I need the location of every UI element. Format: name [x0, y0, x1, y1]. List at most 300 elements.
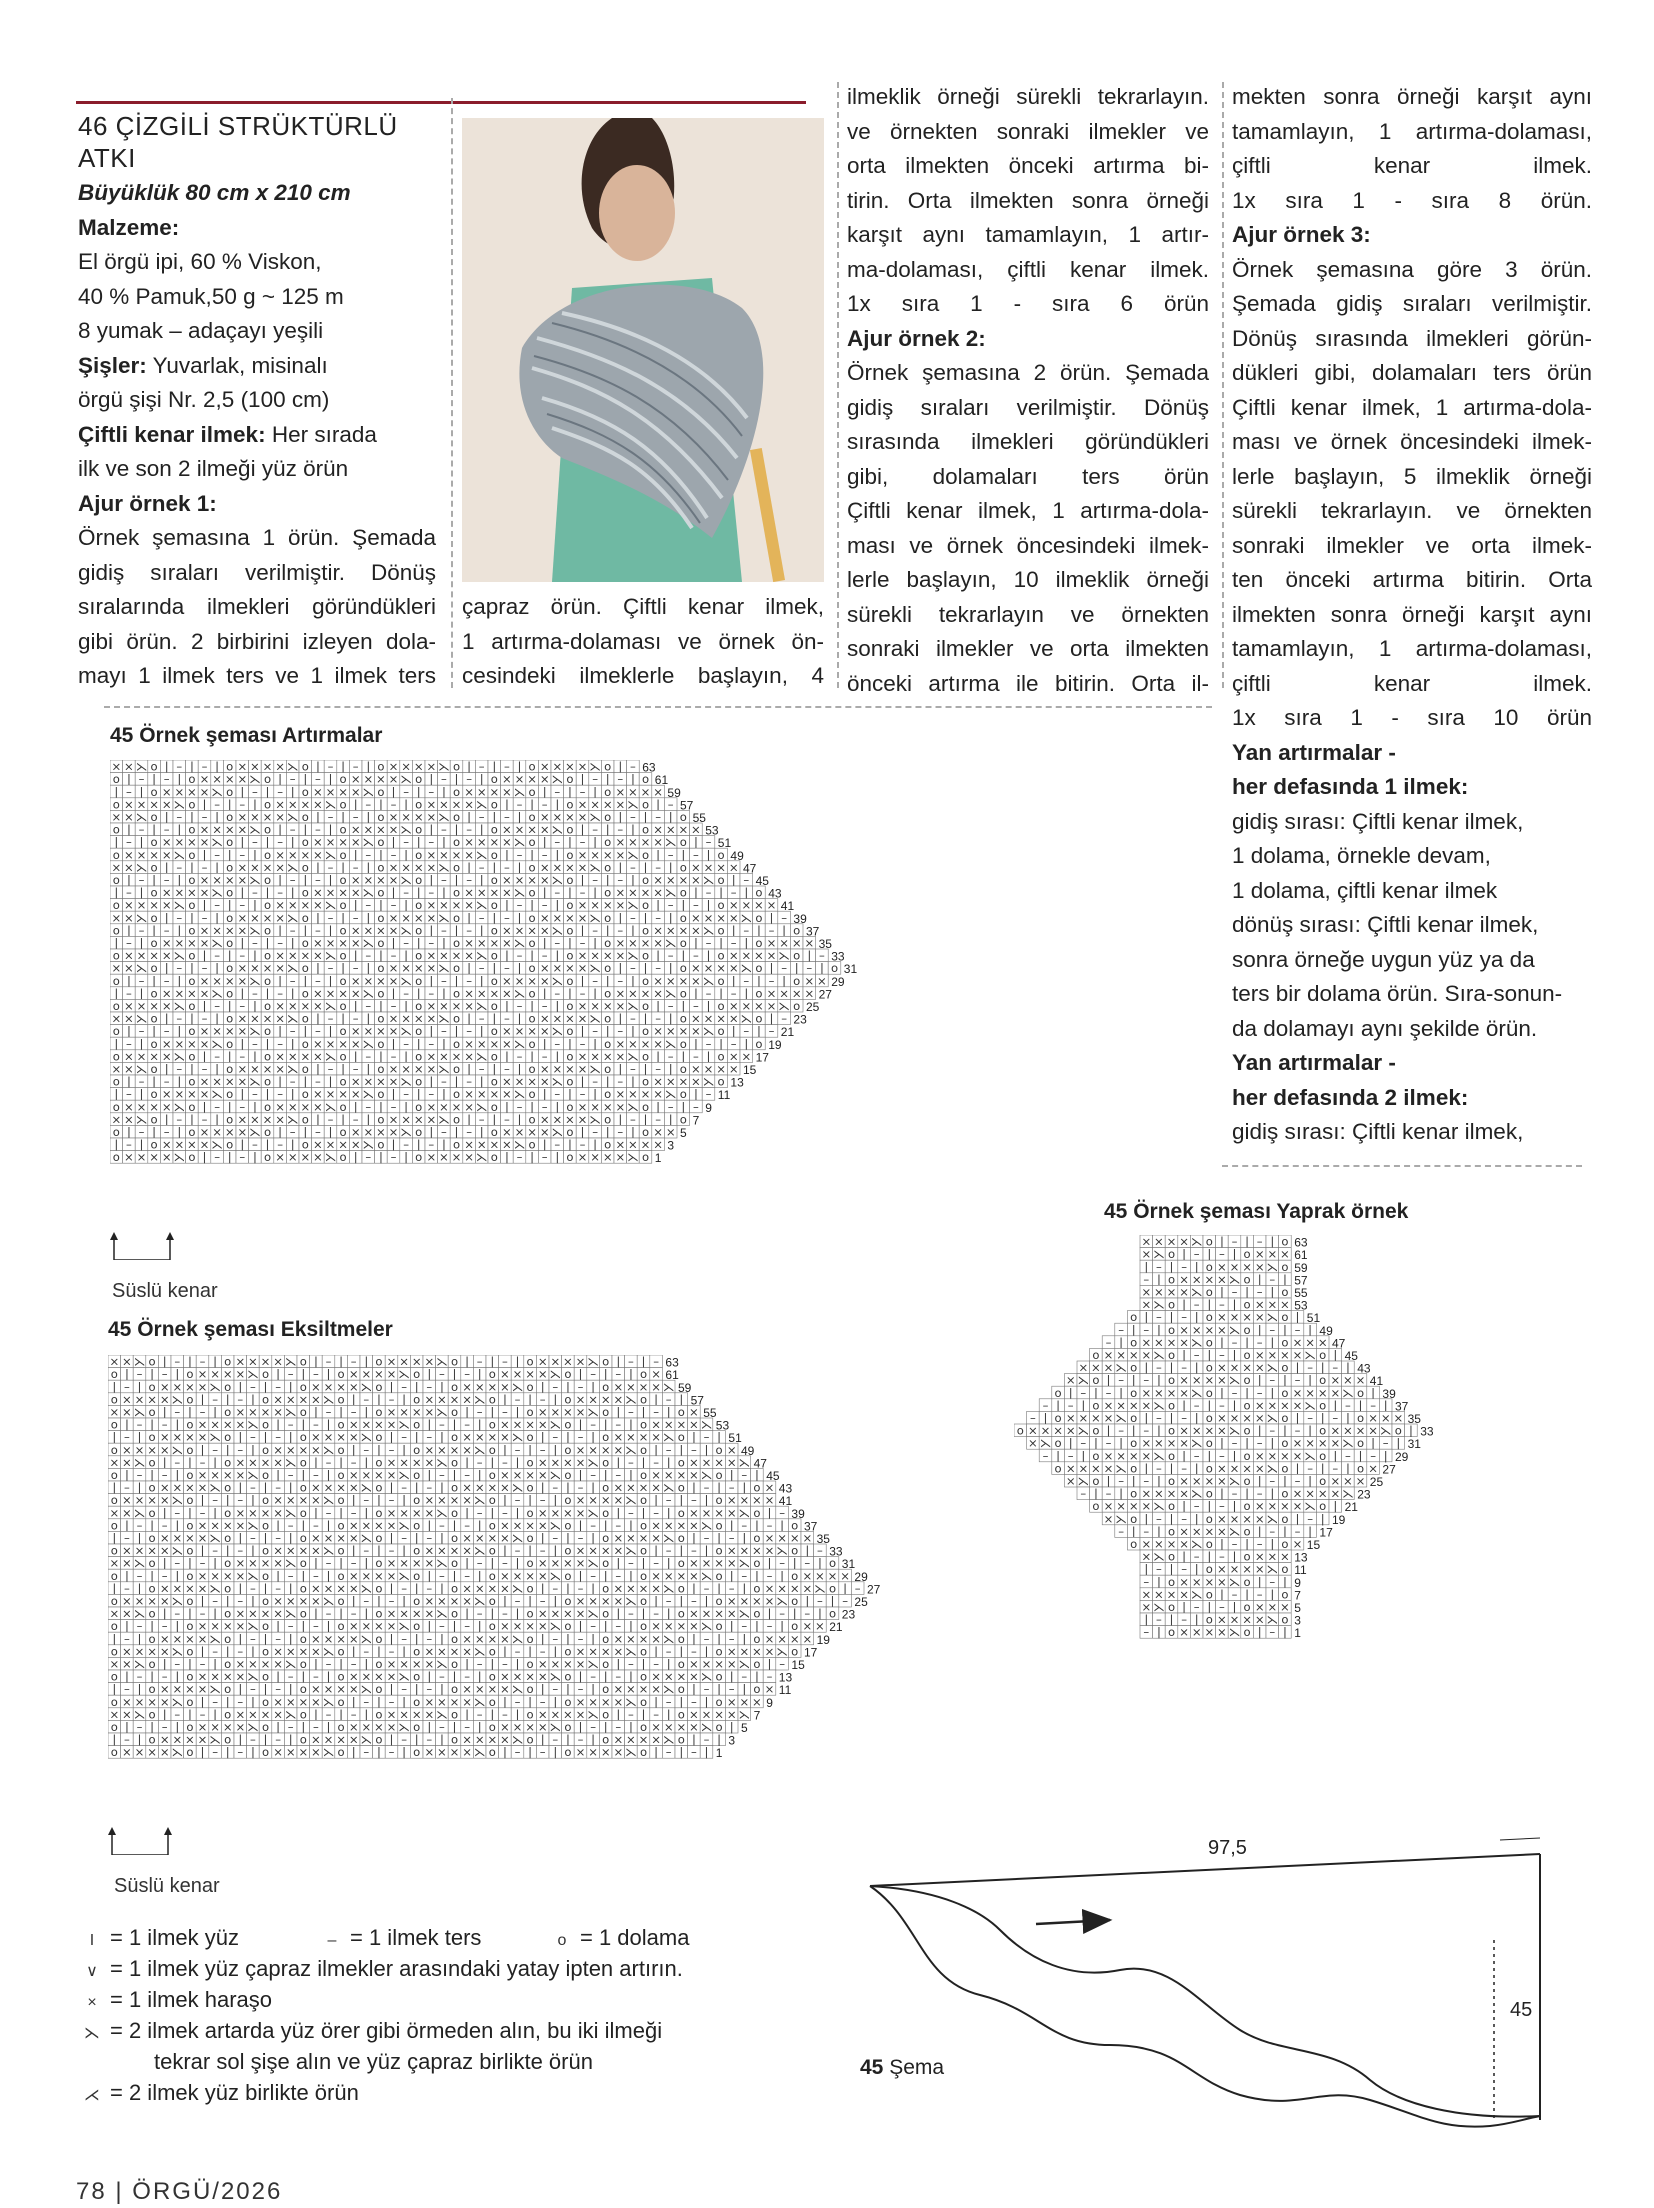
- svg-text:–: –: [655, 860, 661, 875]
- legend-symbol-icon: o: [557, 1932, 567, 1949]
- row-number-label: 59: [1294, 1260, 1308, 1275]
- row-number-label: 43: [768, 886, 782, 901]
- chart-cell: [196, 1745, 209, 1760]
- legend-item: [74, 1922, 239, 1953]
- text-line: dönüş sırası: Çiftli kenar ilmek,: [1232, 912, 1539, 937]
- schema-inner-curve: [870, 1886, 1540, 2117]
- text-line: ilmekten sonra örneği karşıt aynı: [1232, 601, 1592, 627]
- page-footer: [76, 2178, 282, 2206]
- text-line: sürekli tekrarlayın ve örnekten: [847, 601, 1209, 627]
- svg-text:×: ×: [539, 860, 550, 875]
- row-number-label: 39: [791, 1506, 805, 1521]
- schema-height-value: 45: [1510, 1999, 1533, 2021]
- svg-text:×: ×: [502, 873, 512, 887]
- row-number-label: 21: [1344, 1500, 1358, 1515]
- size: Büyüklük 80 cm x 210 cm: [78, 180, 351, 205]
- svg-text:–: –: [289, 772, 296, 787]
- svg-text:⋋: ⋋: [211, 835, 223, 850]
- chart-cell: [511, 1745, 524, 1759]
- svg-text:|: |: [467, 810, 472, 824]
- svg-text:–: –: [239, 797, 246, 812]
- chart-cell: [1266, 1625, 1279, 1639]
- chart-cell: [637, 1745, 650, 1759]
- svg-text:×: ×: [300, 797, 311, 812]
- chart-cell: [385, 1745, 398, 1759]
- svg-text:⋋: ⋋: [513, 835, 526, 850]
- svg-text:–: –: [667, 847, 674, 862]
- svg-text:×: ×: [439, 797, 449, 812]
- svg-text:×: ×: [640, 784, 651, 799]
- svg-text:|: |: [202, 847, 207, 862]
- svg-text:–: –: [466, 822, 472, 837]
- svg-text:o: o: [415, 797, 423, 812]
- chart-cell: [839, 1594, 852, 1608]
- row-number-label: 27: [867, 1582, 881, 1597]
- svg-text:|: |: [278, 873, 283, 887]
- row-number-label: 57: [1294, 1273, 1308, 1288]
- side-increase-2-label: her defasında 2 ilmek:: [1232, 1084, 1469, 1110]
- svg-text:–: –: [289, 822, 296, 837]
- svg-text:|: |: [479, 822, 484, 837]
- row-number-label: 15: [791, 1658, 805, 1672]
- svg-text:|: |: [605, 822, 610, 837]
- svg-text:|: |: [114, 784, 119, 799]
- chart-cell: [1216, 1625, 1229, 1639]
- row-number-label: 51: [728, 1431, 742, 1446]
- page-number: 78: [76, 2178, 107, 2205]
- svg-text:|: |: [567, 835, 572, 850]
- svg-text:|: |: [328, 772, 333, 787]
- chart-cell: [574, 1745, 587, 1759]
- svg-text:o: o: [112, 847, 120, 862]
- svg-text:|: |: [618, 860, 623, 875]
- svg-text:×: ×: [111, 860, 122, 875]
- chart-cell: [234, 1745, 247, 1759]
- svg-text:–: –: [592, 873, 598, 887]
- chart-cell: [727, 1062, 740, 1076]
- text-line: lerle başlayın, 10 ilmeklik örneği: [847, 567, 1209, 592]
- chart-cell: [851, 1581, 864, 1595]
- svg-text:|: |: [126, 822, 131, 837]
- svg-text:⋋: ⋋: [664, 835, 677, 850]
- edge-stitch-line: ilk ve son 2 ilmeği yüz örün: [78, 456, 349, 481]
- svg-text:–: –: [289, 873, 296, 887]
- row-number-label: 9: [705, 1100, 712, 1115]
- chart-cell: [249, 1150, 262, 1165]
- svg-text:⋋: ⋋: [589, 760, 601, 774]
- chart-cell: [688, 1745, 701, 1759]
- row-number-label: 35: [818, 937, 832, 951]
- chart-cell: [576, 1150, 589, 1164]
- svg-text:×: ×: [388, 810, 399, 824]
- svg-text:|: |: [341, 810, 346, 824]
- svg-text:|: |: [215, 810, 220, 824]
- svg-text:×: ×: [187, 835, 197, 850]
- svg-text:×: ×: [363, 873, 374, 887]
- chart-title-yaprak: 45 Örnek şeması Yaprak örnek: [1104, 1200, 1409, 1223]
- row-number-label: 49: [730, 848, 744, 863]
- svg-text:×: ×: [615, 797, 626, 812]
- svg-text:–: –: [352, 860, 359, 875]
- row-number-label: 23: [1357, 1487, 1371, 1502]
- chart-cell: [778, 1012, 791, 1026]
- chart-yaprak: [1014, 1235, 1594, 1735]
- svg-text:×: ×: [451, 847, 462, 862]
- svg-text:×: ×: [514, 873, 525, 887]
- legend-item: [74, 2015, 662, 2046]
- svg-text:–: –: [252, 784, 258, 799]
- svg-text:o: o: [415, 873, 423, 887]
- svg-text:o: o: [263, 797, 272, 812]
- svg-text:×: ×: [678, 822, 689, 837]
- column-divider-2: [837, 82, 839, 688]
- svg-text:o: o: [377, 784, 385, 799]
- text-line: ilmeklik örneği sürekli tekrarlayın.: [847, 84, 1209, 109]
- svg-text:|: |: [328, 822, 333, 837]
- row-number-label: 49: [741, 1443, 755, 1458]
- row-number-label: 21: [780, 1025, 795, 1040]
- svg-text:|: |: [618, 760, 623, 774]
- svg-text:×: ×: [124, 810, 134, 824]
- chart-cell: [499, 1745, 512, 1760]
- svg-text:×: ×: [539, 760, 550, 774]
- svg-text:–: –: [126, 835, 132, 850]
- svg-text:–: –: [201, 760, 208, 774]
- svg-text:|: |: [605, 873, 610, 887]
- svg-text:|: |: [303, 822, 308, 837]
- svg-text:o: o: [226, 835, 234, 850]
- chart-cell: [599, 1745, 612, 1759]
- svg-text:|: |: [416, 784, 421, 799]
- text-line: tirin. Orta ilmekten sonra örneği: [847, 187, 1209, 213]
- svg-text:o: o: [604, 835, 612, 850]
- svg-text:|: |: [479, 873, 484, 887]
- svg-text:|: |: [454, 873, 459, 887]
- svg-text:o: o: [226, 860, 234, 875]
- row-number-label: 17: [755, 1050, 769, 1065]
- svg-text:|: |: [189, 810, 194, 824]
- svg-text:o: o: [339, 847, 347, 862]
- row-number-label: 1: [654, 1151, 662, 1166]
- svg-text:⋋: ⋋: [400, 873, 412, 887]
- chart-cell: [1279, 1625, 1292, 1640]
- chart-cell: [475, 1150, 488, 1164]
- chart-cell: [790, 999, 803, 1013]
- legend-text: = 2 ilmek yüz birlikte örün: [110, 2080, 359, 2105]
- chart-title-eksiltmeler: 45 Örnek şeması Eksiltmeler: [108, 1318, 393, 1341]
- svg-text:–: –: [163, 772, 170, 787]
- ajur3-label: Ajur örnek 3:: [1232, 222, 1371, 247]
- svg-text:o: o: [263, 847, 272, 862]
- svg-text:|: |: [555, 847, 560, 862]
- text-line: Çiftli kenar ilmek, 1 artırma-dola-: [1232, 394, 1592, 420]
- chart-title-artirmalar: 45 Örnek şeması Artırmalar: [110, 724, 383, 747]
- svg-text:o: o: [112, 797, 120, 812]
- legend-item: [74, 2077, 359, 2108]
- text-line: Şemada gidiş sıraları verilmiştir.: [1232, 291, 1592, 316]
- svg-text:×: ×: [539, 822, 550, 837]
- column-3: [847, 80, 1209, 701]
- model-photo: [462, 118, 824, 582]
- text-line: Dönüş sırasında ilmekleri görün-: [1232, 325, 1592, 351]
- chart-cell: [423, 1745, 436, 1759]
- svg-text:×: ×: [527, 772, 537, 787]
- svg-text:×: ×: [565, 810, 575, 824]
- chart-cell: [1291, 1537, 1304, 1551]
- svg-text:×: ×: [300, 847, 311, 862]
- svg-text:|: |: [555, 797, 560, 812]
- svg-text:×: ×: [476, 784, 487, 799]
- chart-cell: [1077, 1487, 1090, 1501]
- title-rule: [76, 101, 806, 104]
- svg-text:–: –: [617, 822, 624, 837]
- text-line: çapraz örün. Çiftli kenar ilmek,: [462, 594, 824, 619]
- side-increase-1-label: Yan artırmalar -: [1232, 739, 1396, 765]
- svg-text:o: o: [566, 822, 574, 837]
- svg-text:–: –: [478, 810, 485, 824]
- chart-cell: [1190, 1625, 1203, 1639]
- text-line: sırasında ilmekleri göründükleri: [847, 429, 1209, 454]
- svg-text:⋋: ⋋: [551, 772, 564, 787]
- svg-text:o: o: [641, 847, 650, 862]
- svg-text:×: ×: [275, 847, 285, 862]
- materials-label: Malzeme:: [78, 214, 180, 240]
- svg-text:×: ×: [250, 810, 260, 824]
- chart-cell: [375, 1150, 388, 1165]
- svg-text:|: |: [429, 772, 434, 787]
- svg-text:×: ×: [111, 810, 122, 824]
- svg-text:×: ×: [464, 847, 474, 862]
- svg-text:×: ×: [350, 873, 361, 887]
- row-number-label: 15: [743, 1063, 757, 1077]
- row-number-label: 55: [703, 1406, 717, 1420]
- chart-cell: [1127, 1537, 1140, 1551]
- svg-text:×: ×: [552, 860, 563, 875]
- row-number-label: 27: [1382, 1462, 1396, 1477]
- svg-text:×: ×: [237, 822, 248, 837]
- chart-cell: [221, 1745, 234, 1760]
- svg-text:o: o: [679, 835, 687, 850]
- svg-text:×: ×: [275, 810, 285, 824]
- svg-text:×: ×: [199, 784, 210, 799]
- svg-text:o: o: [604, 784, 612, 799]
- svg-text:×: ×: [628, 784, 638, 799]
- svg-text:×: ×: [313, 847, 323, 862]
- text-line: 1x sıra 1 - sıra 10 örün: [1232, 705, 1592, 730]
- svg-text:|: |: [693, 835, 698, 850]
- chart-cell: [158, 1745, 171, 1759]
- svg-text:⋋: ⋋: [362, 784, 375, 799]
- row-number-label: 59: [678, 1380, 692, 1395]
- row-number-label: 17: [1319, 1525, 1333, 1540]
- svg-text:|: |: [630, 772, 635, 787]
- svg-text:⋋: ⋋: [286, 860, 299, 875]
- svg-text:|: |: [580, 772, 585, 787]
- chart-cell: [450, 1150, 463, 1164]
- row-number-label: 5: [680, 1126, 687, 1140]
- chart-cell: [412, 1150, 425, 1164]
- row-number-label: 47: [743, 861, 757, 876]
- svg-text:|: |: [252, 847, 257, 862]
- svg-text:×: ×: [514, 822, 525, 837]
- svg-text:×: ×: [388, 860, 399, 875]
- svg-text:–: –: [504, 860, 510, 875]
- chart-cell: [1354, 1474, 1367, 1488]
- schema-tick: [1500, 1838, 1540, 1840]
- legend: [74, 1922, 690, 2105]
- chart-cell: [148, 1150, 161, 1164]
- svg-text:×: ×: [401, 860, 411, 875]
- svg-text:o: o: [188, 847, 196, 862]
- chart-cell: [549, 1745, 562, 1760]
- svg-text:|: |: [215, 760, 220, 774]
- chart-cell: [753, 1037, 766, 1051]
- svg-text:|: |: [416, 835, 421, 850]
- svg-text:–: –: [201, 810, 208, 824]
- svg-text:|: |: [227, 797, 232, 812]
- svg-text:o: o: [528, 860, 536, 875]
- chart-cell: [108, 1745, 121, 1759]
- chart-cell: [486, 1745, 499, 1759]
- svg-text:×: ×: [502, 784, 512, 799]
- svg-text:o: o: [452, 860, 461, 875]
- row-number-label: 53: [1294, 1298, 1308, 1313]
- svg-text:|: |: [341, 760, 346, 774]
- svg-text:×: ×: [539, 873, 550, 887]
- chart-cell: [436, 1745, 449, 1759]
- svg-text:–: –: [365, 797, 372, 812]
- svg-text:×: ×: [275, 760, 285, 774]
- svg-text:×: ×: [161, 797, 172, 812]
- knitting-direction-arrow: [1036, 1920, 1110, 1924]
- suslu-kenar-marker: [108, 1827, 172, 1855]
- svg-text:×: ×: [124, 797, 134, 812]
- suslu-kenar-label: Süslü kenar: [114, 1875, 220, 1897]
- svg-text:–: –: [138, 772, 145, 787]
- svg-text:|: |: [441, 784, 446, 799]
- svg-text:–: –: [214, 797, 220, 812]
- svg-text:–: –: [554, 784, 561, 799]
- svg-text:|: |: [189, 860, 194, 875]
- schema-bottom-curve: [870, 1886, 1540, 2127]
- svg-text:–: –: [163, 873, 170, 887]
- chart-cell: [803, 986, 816, 1000]
- chart-cell: [652, 1138, 665, 1152]
- row-number-label: 25: [806, 1000, 820, 1014]
- svg-text:|: |: [353, 847, 358, 862]
- row-number-label: 53: [705, 823, 719, 838]
- svg-text:o: o: [490, 772, 498, 787]
- svg-text:|: |: [441, 835, 446, 850]
- svg-text:|: |: [454, 772, 459, 787]
- svg-text:×: ×: [464, 835, 474, 850]
- svg-text:×: ×: [502, 822, 512, 837]
- text-line: önceki artırma ile bitirin. Orta il-: [847, 670, 1209, 696]
- chart-cell: [1228, 1625, 1241, 1639]
- text-line: sonra örneğe uygun yüz ya da: [1232, 946, 1535, 972]
- legend-item: [74, 2046, 593, 2077]
- svg-text:⋋: ⋋: [324, 797, 337, 812]
- svg-text:⋋: ⋋: [400, 772, 412, 787]
- needles: Şişler: Yuvarlak, misinalı: [78, 352, 328, 378]
- svg-text:×: ×: [174, 835, 185, 850]
- svg-text:×: ×: [426, 810, 437, 824]
- svg-text:o: o: [415, 772, 423, 787]
- svg-text:o: o: [377, 860, 385, 875]
- text-line: gidiş sıraları verilmiştir. Dönüş: [847, 394, 1209, 420]
- chart-cell: [448, 1745, 461, 1759]
- svg-text:|: |: [215, 860, 220, 875]
- chart-cell: [662, 1745, 675, 1759]
- text-line: 1x sıra 1 - sıra 8 örün.: [1232, 187, 1592, 213]
- svg-text:|: |: [341, 860, 346, 875]
- chart-cell: [587, 1745, 600, 1759]
- text-line: dükleri gibi, dolamaları ters örün: [1232, 360, 1592, 385]
- text-line: Örnek şemasına göre 3 örün.: [1232, 256, 1592, 282]
- svg-text:|: |: [152, 772, 157, 787]
- edge-stitch: Çiftli kenar ilmek: Her sırada: [78, 421, 377, 447]
- row-number-label: 9: [1294, 1575, 1301, 1590]
- svg-text:–: –: [390, 797, 397, 812]
- svg-text:o: o: [339, 772, 347, 787]
- svg-text:|: |: [630, 822, 635, 837]
- svg-text:×: ×: [640, 835, 651, 850]
- svg-text:×: ×: [413, 760, 424, 774]
- svg-text:o: o: [188, 797, 196, 812]
- svg-text:|: |: [567, 784, 572, 799]
- column-4: [1232, 80, 1592, 1150]
- svg-text:⋋: ⋋: [438, 810, 450, 824]
- svg-text:×: ×: [577, 760, 588, 774]
- text-line: da dolamayı aynı şekilde örün.: [1232, 1015, 1538, 1041]
- chart-cell: [198, 1150, 211, 1165]
- svg-text:×: ×: [388, 772, 399, 787]
- column-divider-1: [451, 98, 453, 688]
- svg-text:–: –: [579, 835, 586, 850]
- row-number-label: 29: [854, 1569, 868, 1584]
- row-number-label: 61: [665, 1368, 679, 1383]
- svg-text:|: |: [656, 847, 661, 862]
- svg-text:×: ×: [401, 760, 411, 774]
- svg-text:×: ×: [388, 873, 399, 887]
- chart-cell: [524, 1745, 537, 1760]
- svg-text:⋋: ⋋: [362, 835, 375, 850]
- svg-text:|: |: [164, 860, 169, 875]
- svg-text:×: ×: [124, 860, 134, 875]
- svg-text:–: –: [541, 847, 548, 862]
- svg-text:×: ×: [350, 772, 361, 787]
- svg-text:o: o: [452, 784, 461, 799]
- row-number-label: 13: [730, 1075, 744, 1090]
- row-number-label: 11: [1294, 1563, 1307, 1578]
- svg-text:×: ×: [161, 784, 172, 799]
- svg-text:⋋: ⋋: [286, 760, 299, 774]
- svg-text:o: o: [226, 810, 234, 824]
- svg-text:×: ×: [275, 860, 285, 875]
- svg-text:|: |: [517, 860, 522, 875]
- svg-text:o: o: [490, 873, 498, 887]
- svg-text:|: |: [492, 810, 497, 824]
- svg-text:|: |: [315, 860, 320, 875]
- row-number-label: 3: [667, 1138, 675, 1153]
- svg-text:|: |: [643, 810, 648, 824]
- svg-text:|: |: [177, 772, 182, 787]
- svg-text:×: ×: [527, 822, 537, 837]
- svg-text:|: |: [542, 784, 547, 799]
- svg-text:×: ×: [426, 760, 437, 774]
- svg-text:o: o: [566, 772, 574, 787]
- svg-text:–: –: [504, 760, 510, 774]
